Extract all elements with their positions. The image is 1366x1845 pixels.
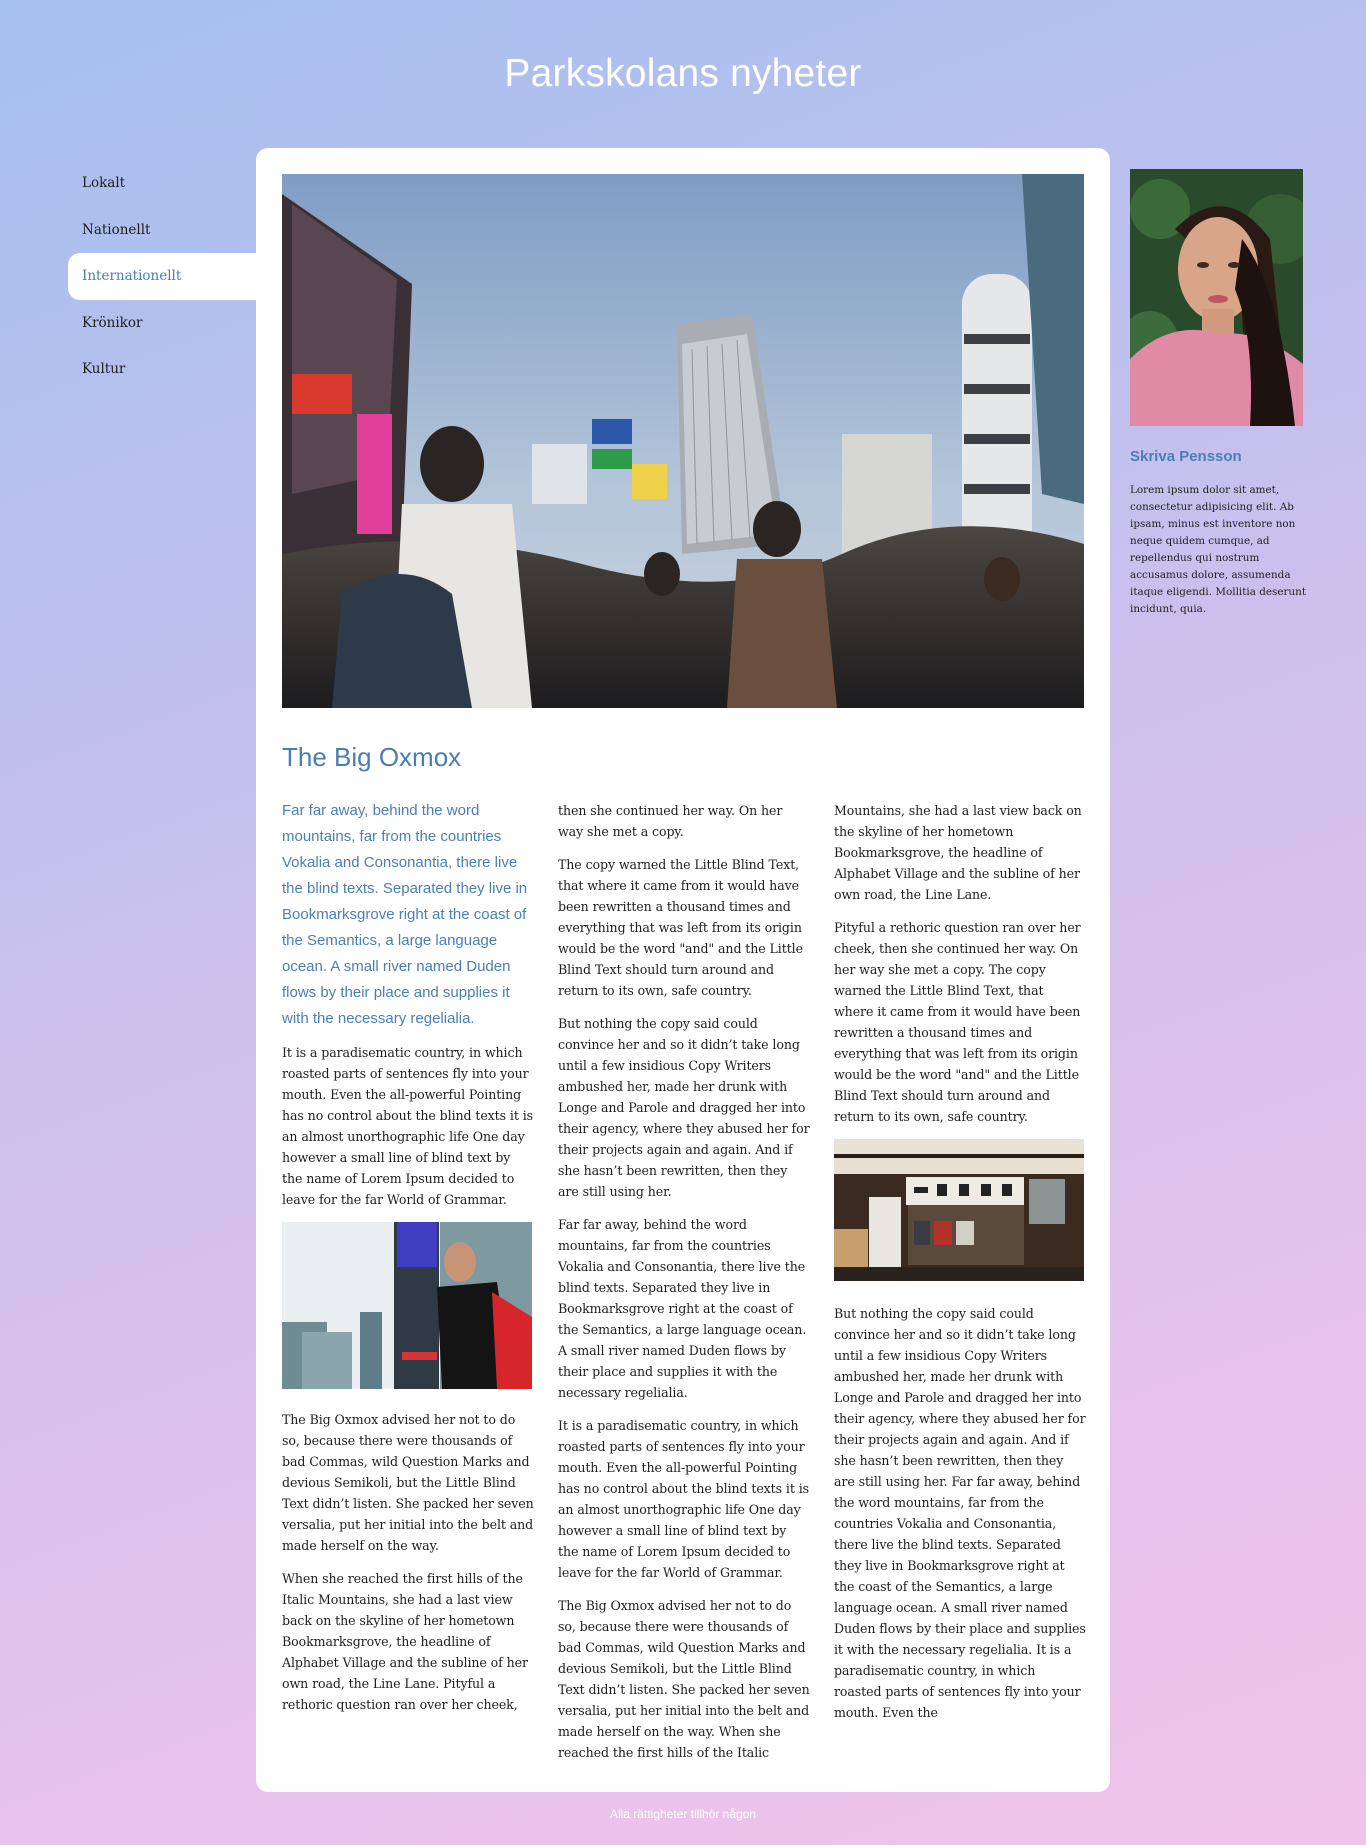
article-column-3 [834,800,1086,1735]
article-paragraph: The copy warned the Little Blind Text, that where it came from it would have been rewritten a thousand times and everything that was left from its origin would be the word "and" and the Little Blind Text should turn around and return to its own, safe country. [558,857,803,998]
ramen-shop-photo [834,1139,1084,1281]
inline-image-ramen [834,1139,1084,1281]
article-paragraph: When she reached the first hills of the Italic Mountains, she had a last view back on the skyline of her hometown Bookmarksgrove, the headline of Alphabet Village and the subline of her own road, the Line Lane. Pityful a rethoric question ran over her cheek, [282,1571,528,1712]
author-portrait-photo [1130,169,1303,426]
nav-item-internationellt[interactable]: Internationellt [68,253,258,300]
city-crossing-photo [282,174,1084,708]
article-paragraph: Far far away, behind the word mountains, far from the countries Vokalia and Consonantia, there live the blind texts. Separated they live in Bookmarksgrove right at the coast of the Semantics, a large language ocean. A small river named Duden flows by their place and supplies it with the necessary regelialia. [558,1217,807,1400]
article-lead: Far far away, behind the word mountains, far from the countries Vokalia and Consonantia, there live the blind texts. Separated they live in Bookmarksgrove right at the coast of the Semantics, a large language ocean. A small river named Duden flows by their place and supplies it with the necessary regelialia. [282,802,528,1027]
article-paragraph: then she continued her way. On her way she met a copy. [558,803,783,839]
site-title: Parkskolans nyheter [504,52,862,95]
article-column-2 [558,800,810,1775]
section-nav [68,160,258,393]
author-bio: Lorem ipsum dolor sit amet, consectetur adipisicing elit. Ab ipsam, minus est inventore non neque quidem cumque, ad repellendus qui nostrum accusamus dolore, assumenda itaque eligendi. Mollitia deserunt incidunt, quia. [1130,484,1307,615]
nav-item-lokalt[interactable]: Lokalt [82,175,126,191]
nav-item-kultur[interactable]: Kultur [82,361,126,377]
author-name: Skriva Pensson [1130,448,1242,465]
article-column-1 [282,798,534,1727]
article-card [256,148,1110,1792]
author-portrait [1130,169,1303,426]
article-paragraph: But nothing the copy said could convince her and so it didn’t take long until a few insidious Copy Writers ambushed her, made her drunk with Longe and Parole and dragged her into their agency, where they abused her for their projects again and again. And if she hasn’t been rewritten, then they are still using her. [558,1016,810,1199]
article-paragraph: It is a paradisematic country, in which roasted parts of sentences fly into your mouth. Even the all-powerful Pointing has no control about the blind texts it is an almost unorthographic life One day however a small line of blind text by the name of Lorem Ipsum decided to leave for the far World of Grammar. [558,1418,809,1580]
nav-item-nationellt[interactable]: Nationellt [82,221,151,238]
article-paragraph: Mountains, she had a last view back on the skyline of her hometown Bookmarksgrove, the headline of Alphabet Village and the subline of her own road, the Line Lane. [834,803,1082,902]
footer-text: Alla rättigheter tillhör någon [609,1807,757,1821]
article-paragraph: The Big Oxmox advised her not to do so, because there were thousands of bad Commas, wild Question Marks and devious Semikoli, but the Little Blind Text didn’t listen. She packed her seven versalia, put her initial into the belt and made herself on the way. When she reached the first hills of the Italic [558,1598,810,1760]
man-with-backpack-photo [282,1222,532,1389]
article-paragraph: The Big Oxmox advised her not to do so, because there were thousands of bad Commas, wild Question Marks and devious Semikoli, but the Little Blind Text didn’t listen. She packed her seven versalia, put her initial into the belt and made herself on the way. [282,1412,534,1553]
article-title: The Big Oxmox [282,742,462,772]
nav-item-kronikor[interactable]: Krönikor [82,314,143,331]
inline-image-man [282,1222,532,1389]
article-paragraph: Pityful a rethoric question ran over her cheek, then she continued her way. On her way she met a copy. The copy warned the Little Blind Text, that where it came from it would have been rewritten a thousand times and everything that was left from its origin would be the word "and" and the Little Blind Text should turn around and return to its own, safe country. [834,920,1081,1124]
hero-image [282,174,1084,708]
article-paragraph: It is a paradisematic country, in which roasted parts of sentences fly into your mouth. Even the all-powerful Pointing has no control about the blind texts it is an almost unorthographic life One day however a small line of blind text by the name of Lorem Ipsum decided to leave for the far World of Grammar. [282,1045,533,1207]
author-sidebar [1130,169,1310,618]
article-paragraph: But nothing the copy said could convince her and so it didn’t take long until a few insidious Copy Writers ambushed her, made her drunk with Longe and Parole and dragged her into their agency, where they abused her for their projects again and again. And if she hasn’t been rewritten, then they are still using her. Far far away, behind the word mountains, far from the countries Vokalia and Consonantia, there live the blind texts. Separated they live in Bookmarksgrove right at the coast of the Semantics, a large language ocean. A small river named Duden flows by their place and supplies it with the necessary regelialia. It is a paradisematic country, in which roasted parts of sentences fly into your mouth. Even the [834,1306,1086,1720]
